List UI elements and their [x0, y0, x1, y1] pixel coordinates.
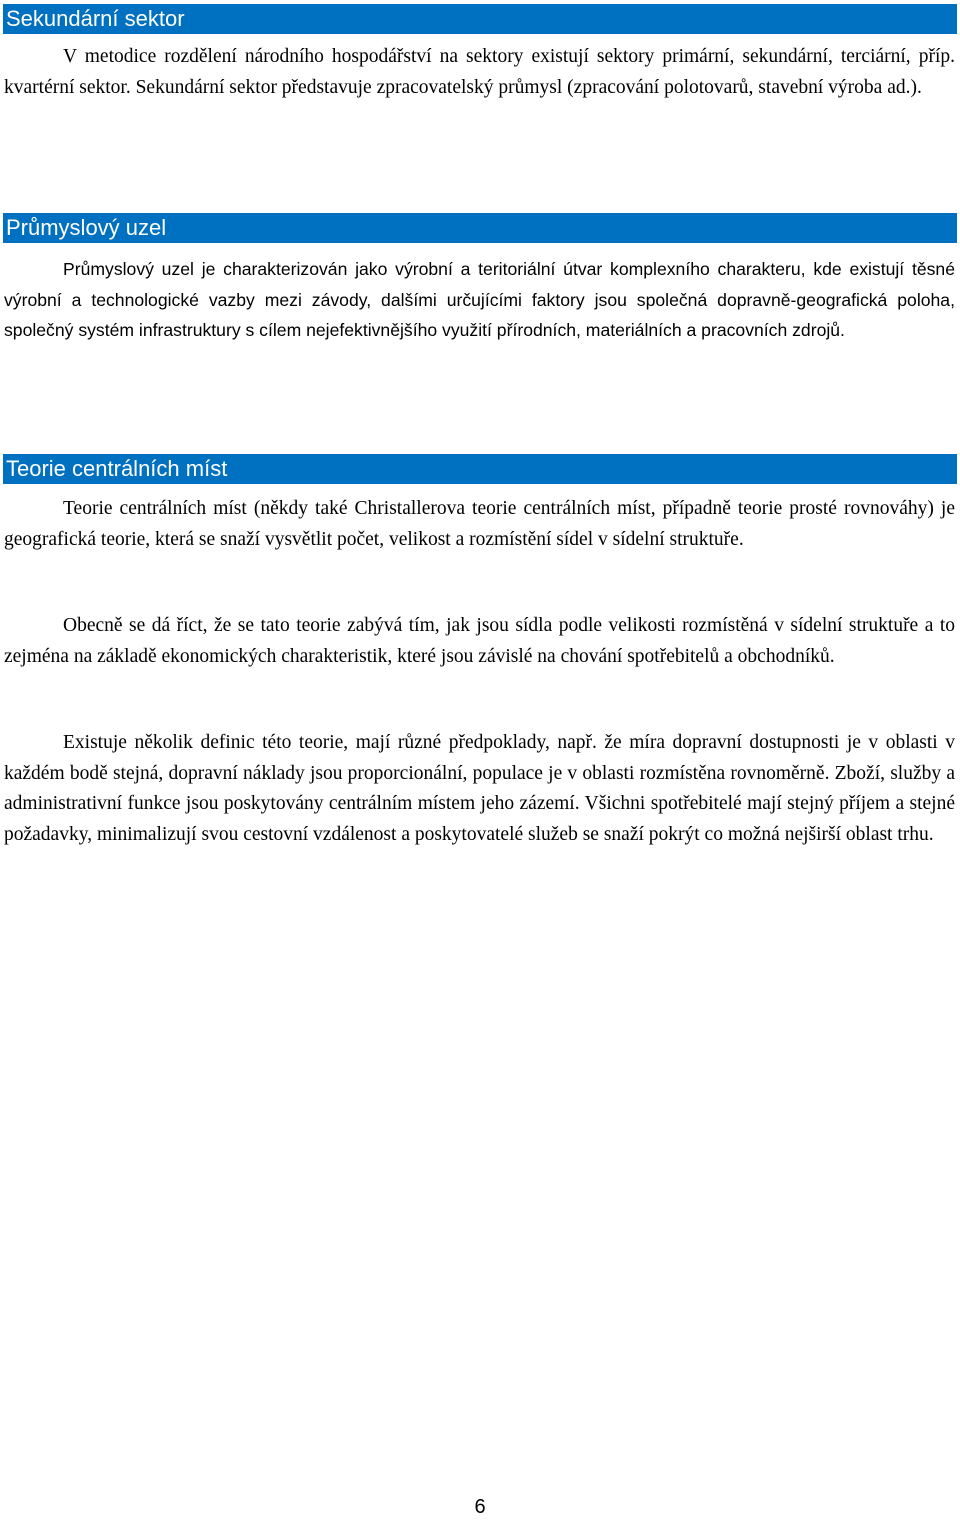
paragraph-prumyslovy-uzel: Průmyslový uzel je charakterizován jako výrobní a teritoriální útvar komplexního charakteru, kde existují těsné výrobní a technologické vazby mezi závody, dalšími určujícími faktory jsou společná dopravně-geografická poloha, společný systém infrastruktury s cílem nejefektivnějšího využití přírodních, materiálních a pracovních zdrojů. [4, 259, 955, 340]
paragraph-teorie-general: Obecně se dá říct, že se tato teorie zabývá tím, jak jsou sídla podle velikosti rozmístěná v sídelní struktuře a to zejména na základě ekonomických charakteristik, které jsou závislé na chování spotřebitelů a obchodníků. [4, 615, 955, 667]
section-heading-sekundarni-sektor: Sekundární sektor [3, 4, 957, 34]
page-number: 6 [474, 1496, 486, 1518]
paragraph-sekundarni-sektor: V metodice rozdělení národního hospodářství na sektory existují sektory primární, sekundární, terciární, příp. kvartérní sektor. Sekundární sektor představuje zpracovatelský průmysl (zpracování polotovarů, stavební výroba ad.). [4, 46, 955, 98]
paragraph-teorie-assumptions: Existuje několik definic této teorie, mají různé předpoklady, např. že míra dopravní dostupnosti je v oblasti v každém bodě stejná, dopravní náklady jsou proporcionální, populace je v oblasti rozmístěna rovnoměrně. Zboží, služby a administrativní funkce jsou poskytovány centrálním místem jeho zázemí. Všichni spotřebitelé mají stejný příjem a stejné požadavky, minimalizují svou cestovní vzdálenost a poskytovatelé služeb se snaží pokrýt co možná nejširší oblast trhu. [4, 732, 955, 845]
paragraph-teorie-definition: Teorie centrálních míst (někdy také Christallerova teorie centrálních míst, případně teorie prosté rovnováhy) je geografická teorie, která se snaží vysvětlit počet, velikost a rozmístění sídel v sídelní struktuře. [4, 498, 955, 550]
section-heading-teorie-centralnich-mist: Teorie centrálních míst [3, 454, 957, 484]
section-heading-prumyslovy-uzel: Průmyslový uzel [3, 213, 957, 243]
